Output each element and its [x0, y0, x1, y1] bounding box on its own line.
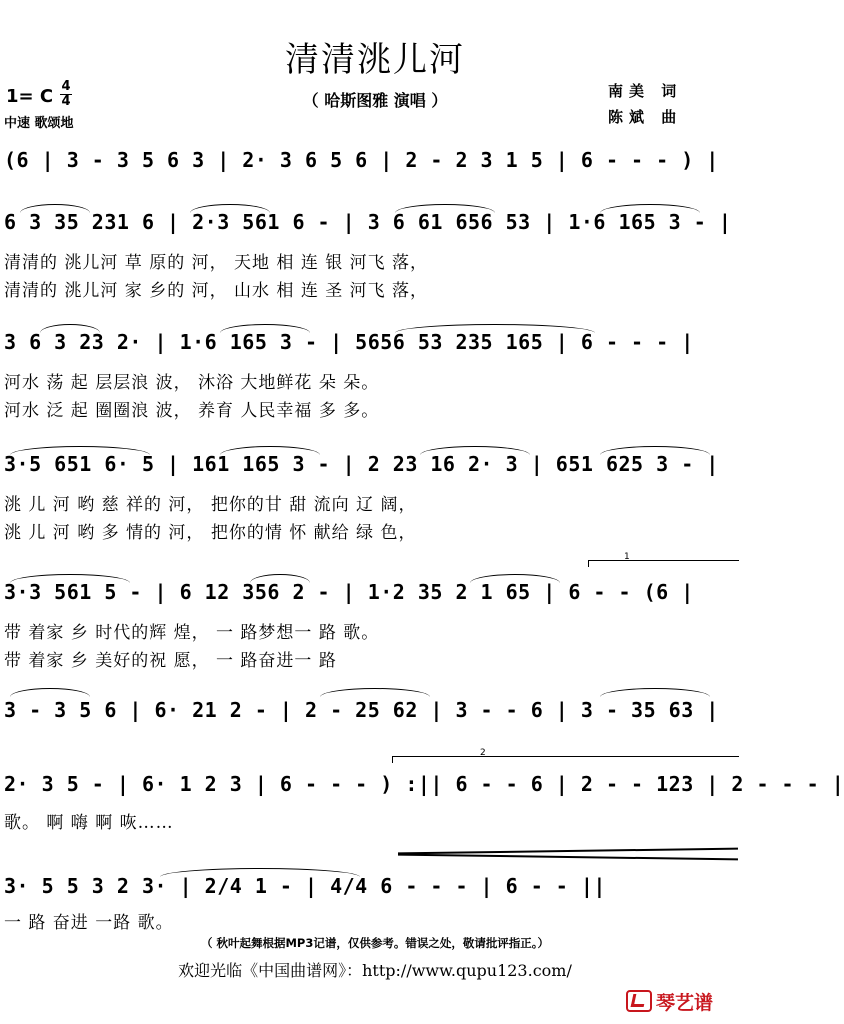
- volta-number-2: 2: [480, 748, 486, 758]
- transcription-note: （ 秋叶起舞根据MP3记谱，仅供参考。错误之处，敬请批评指正。）: [200, 936, 550, 950]
- site-logo: [626, 988, 713, 1015]
- notation-row-8: 3· 5 5 3 2 3· | 2/4 1 - | 4/4 6 - - - | 6 - - ||: [4, 874, 606, 898]
- notation-row-1: (6 | 3 - 3 5 6 3 | 2· 3 6 5 6 | 2 - 2 3 1 5 | 6 - - - ) |: [4, 148, 719, 172]
- slur-arc: [10, 446, 150, 455]
- logo-mark-icon: [626, 990, 652, 1012]
- notation-row-5: 3·3 561 5 - | 6 12 356 2 - | 1·2 35 2 1 65 | 6 - - (6 |: [4, 580, 694, 604]
- volta-bracket-2: [392, 756, 739, 763]
- lyric-row-5-verse-2: 带 着家 乡 美好的祝 愿， 一 路奋进一 路: [4, 651, 337, 671]
- notation-row-7: 2· 3 5 - | 6· 1 2 3 | 6 - - - ) :|| 6 - - 6 | 2 - - 123 | 2 - - - |: [4, 772, 844, 796]
- time-denominator: 4: [61, 94, 71, 109]
- hairpin-line-upper: [398, 848, 738, 854]
- slur-arc: [600, 446, 710, 455]
- slur-arc: [600, 204, 700, 213]
- slur-arc: [40, 324, 100, 333]
- slur-arc: [420, 446, 530, 455]
- volta-number-1: 1: [624, 552, 630, 562]
- lyric-row-2-verse-2: 清清的 洮儿河 家 乡的 河， 山水 相 连 圣 河飞 落，: [4, 281, 429, 301]
- logo-text: 琴艺谱: [656, 992, 714, 1014]
- notation-row-4: 3·5 651 6· 5 | 161 165 3 - | 2 23 16 2· 3 | 651 625 3 - |: [4, 452, 719, 476]
- hairpin-line-lower: [398, 854, 738, 860]
- lyric-row-3-verse-2: 河水 泛 起 圈圈浪 波， 养育 人民幸福 多 多。: [4, 401, 380, 421]
- slur-arc: [320, 688, 430, 697]
- time-numerator: 4: [61, 79, 71, 94]
- time-signature: [60, 80, 72, 109]
- notation-row-6: 3 - 3 5 6 | 6· 21 2 - | 2 - 25 62 | 3 - - 6 | 3 - 35 63 |: [4, 698, 719, 722]
- notation-row-2: 6 3 35 231 6 | 2·3 561 6 - | 3 6 61 656 53 | 1·6 165 3 - |: [4, 210, 732, 234]
- slur-arc: [220, 324, 310, 333]
- lyric-row-4-verse-1: 洮 儿 河 哟 慈 祥的 河， 把你的甘 甜 流向 辽 阔，: [4, 495, 417, 515]
- slur-arc: [10, 688, 90, 697]
- lyric-row-4-verse-2: 洮 儿 河 哟 多 情的 河， 把你的情 怀 献给 绿 色，: [4, 523, 417, 543]
- notation-row-3: 3 6 3 23 2· | 1·6 165 3 - | 5656 53 235 165 | 6 - - - |: [4, 330, 694, 354]
- slur-arc: [395, 204, 495, 213]
- composer-credit: 陈斌 曲: [608, 108, 683, 126]
- tempo-marking: 中速 歌颂地: [4, 116, 74, 131]
- lyric-row-7: 歌。 啊 嗨 啊 咴……: [4, 813, 174, 833]
- singer-credit: （ 哈斯图雅 演唱 ）: [302, 91, 448, 110]
- slur-arc: [220, 446, 320, 455]
- site-welcome-link[interactable]: 欢迎光临《中国曲谱网》：http://www.qupu123.com/: [178, 961, 572, 980]
- lyricist-credit: 南美 词: [608, 82, 683, 100]
- slur-arc: [470, 574, 560, 583]
- slur-arc: [10, 574, 130, 583]
- volta-bracket-1: [588, 560, 739, 567]
- slur-arc: [190, 204, 270, 213]
- slur-arc: [160, 868, 360, 877]
- lyric-row-8: 一 路 奋进 一路 歌。: [4, 913, 174, 933]
- slur-arc: [250, 574, 310, 583]
- page-title: 清清洮儿河: [285, 40, 465, 80]
- lyric-row-5-verse-1: 带 着家 乡 时代的辉 煌， 一 路梦想一 路 歌。: [4, 623, 380, 643]
- slur-arc: [600, 688, 710, 697]
- lyric-row-3-verse-1: 河水 荡 起 层层浪 波， 沐浴 大地鲜花 朵 朵。: [4, 373, 380, 393]
- lyric-row-2-verse-1: 清清的 洮儿河 草 原的 河， 天地 相 连 银 河飞 落，: [4, 253, 429, 273]
- slur-arc: [20, 204, 90, 213]
- key-signature: 1= C: [6, 86, 54, 107]
- slur-arc: [395, 324, 595, 333]
